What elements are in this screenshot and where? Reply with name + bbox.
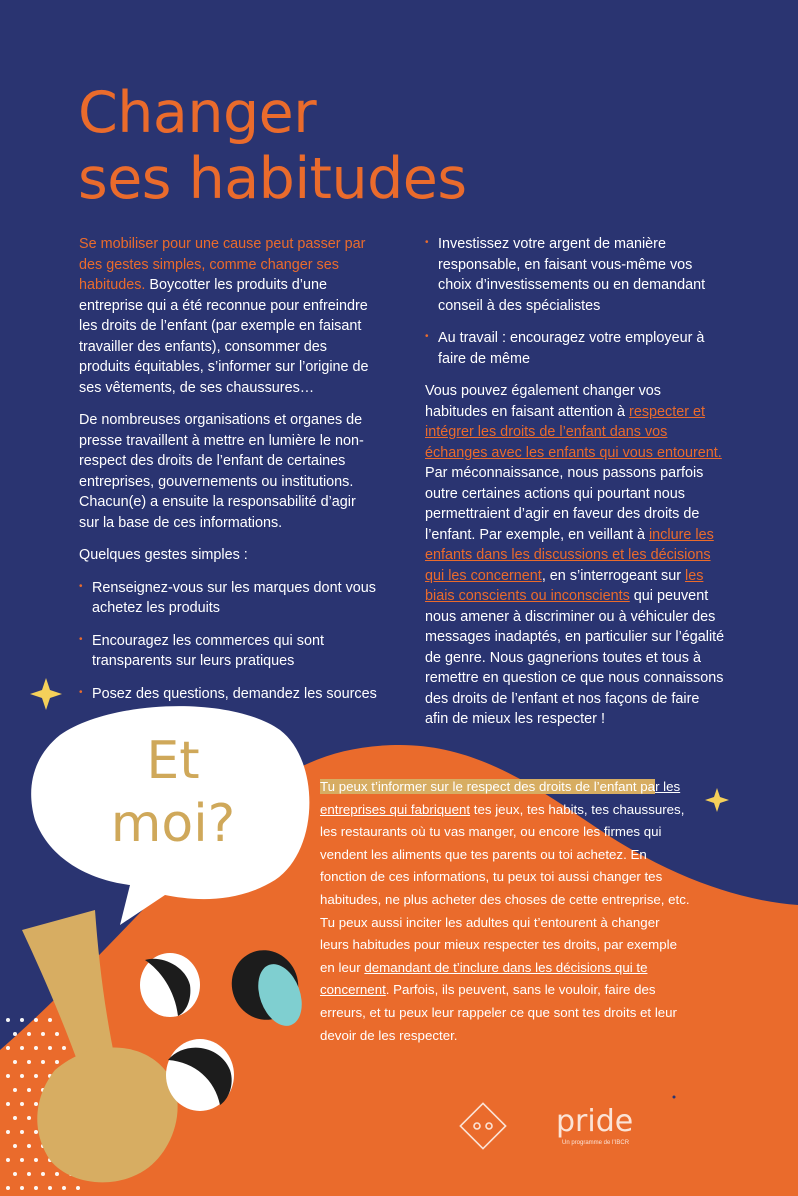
- link-companies[interactable]: r les entreprises qui fabriquent: [320, 779, 681, 817]
- intro-rest: Boycotter les produits d’une entreprise qui a été reconnue pour enfreindre les droits de l’enfant (par exemple en faisant travailler des enfants), consommer des produits équitables, s’informer sur l’origine de ses vêtements, de ses chaussures…: [79, 277, 369, 396]
- left-bullet-list: [79, 578, 379, 705]
- sparkle-icon-right: [705, 788, 729, 812]
- intro-highlight: Se mobiliser pour une cause peut passer par des gestes simples, comme changer ses habitudes.: [79, 236, 366, 293]
- sparkle-icon-left: [30, 678, 62, 710]
- paragraph-organisations: De nombreuses organisations et organes de presse travaillent à mettre en lumière le non-respect des droits de l’enfant de certaines entreprises, gouvernements ou institutions. Chacun(e) a ensuite la responsabilité d’agir sur la base de ces informations.: [79, 412, 364, 531]
- text-run: Par méconnaissance, nous passons parfois outre certaines actions qui pourtant nous permettraient d’agir en faveur des droits de l’enfant. Par exemple, en veillant à: [425, 465, 704, 543]
- right-bullet-list: [425, 234, 725, 369]
- bubble-line-2: moi?: [110, 794, 236, 854]
- eye-left-top: [140, 953, 200, 1017]
- title-line-2: ses habitudes: [78, 146, 467, 212]
- pride-logo-subtitle: Un programme de l’IBCR: [562, 1140, 630, 1146]
- link-include-children[interactable]: inclure les enfants dans les discussions et les décisions qui les concernent: [425, 526, 714, 584]
- page-title: [78, 80, 467, 212]
- eye-bottom: [166, 1039, 234, 1111]
- text-run: Vous pouvez également changer vos habitudes en faisant attention à: [425, 383, 662, 420]
- pride-logo: pride: [556, 1104, 634, 1139]
- list-item: • Renseignez-vous sur les marques dont vous achetez les produits: [79, 578, 379, 619]
- paragraph-habits: [425, 381, 725, 730]
- link-respect-rights[interactable]: respecter et intégrer les droits de l’enfant dans vos échanges avec les enfants qui vous entourent.: [425, 403, 722, 461]
- bubble-line-1: Et: [146, 731, 200, 791]
- title-line-1: Changer: [78, 80, 317, 146]
- intro-paragraph: [79, 234, 379, 398]
- kid-paragraph: [320, 776, 690, 1047]
- list-item: • Investissez votre argent de manière responsable, en faisant vous-même vos choix d’investissements ou en demandant conseil à des spécialistes: [425, 234, 725, 316]
- list-item: • Au travail : encouragez votre employeur à faire de même: [425, 328, 725, 369]
- text-run: . Parfois, ils peuvent, sans le vouloir, faire des erreurs, et tu peux leur rappeler ce que sont tes droits et leur devoir de les respecter.: [320, 982, 677, 1043]
- link-biases[interactable]: les biais conscients ou inconscients: [425, 567, 704, 604]
- text-run: qui peuvent nous amener à discriminer ou à véhiculer des messages inadaptés, en particulier sur l’égalité de genre. Nous gagnerions toutes et tous à remettre en question ce que nous connaissons des droits de l’enfant et nos façons de faire afin de mieux les respecter !: [425, 588, 725, 727]
- list-item: • Encouragez les commerces qui sont transparents sur leurs pratiques: [79, 631, 379, 672]
- left-column: [79, 234, 379, 716]
- list-item: • Posez des questions, demandez les sources: [79, 684, 379, 705]
- small-star-icon: [673, 1096, 676, 1099]
- link-include-you[interactable]: demandant de t’inclure dans les décisions qui te concernent: [320, 959, 648, 998]
- text-run: , en s’interrogeant sur: [541, 567, 685, 584]
- right-column: [425, 234, 725, 742]
- kid-highlight: Tu peux t’informer sur le respect des droits de l’enfant pa: [320, 779, 656, 794]
- list-intro: Quelques gestes simples :: [79, 547, 248, 563]
- text-run: tes jeux, tes habits, tes chaussures, les restaurants où tu vas manger, ou encore les firmes qui vendent les aliments que tes parents ou toi achetez. En fonction de ces informations, tu peux toi aussi changer tes habitudes, ne plus acheter des choses de cette entreprise, etc. Tu peux aussi inciter les adultes qui t’entourent à changer leurs habitudes pour mieux respecter tes droits, par exemple en leur: [320, 801, 690, 975]
- speech-bubble-text: [88, 730, 258, 856]
